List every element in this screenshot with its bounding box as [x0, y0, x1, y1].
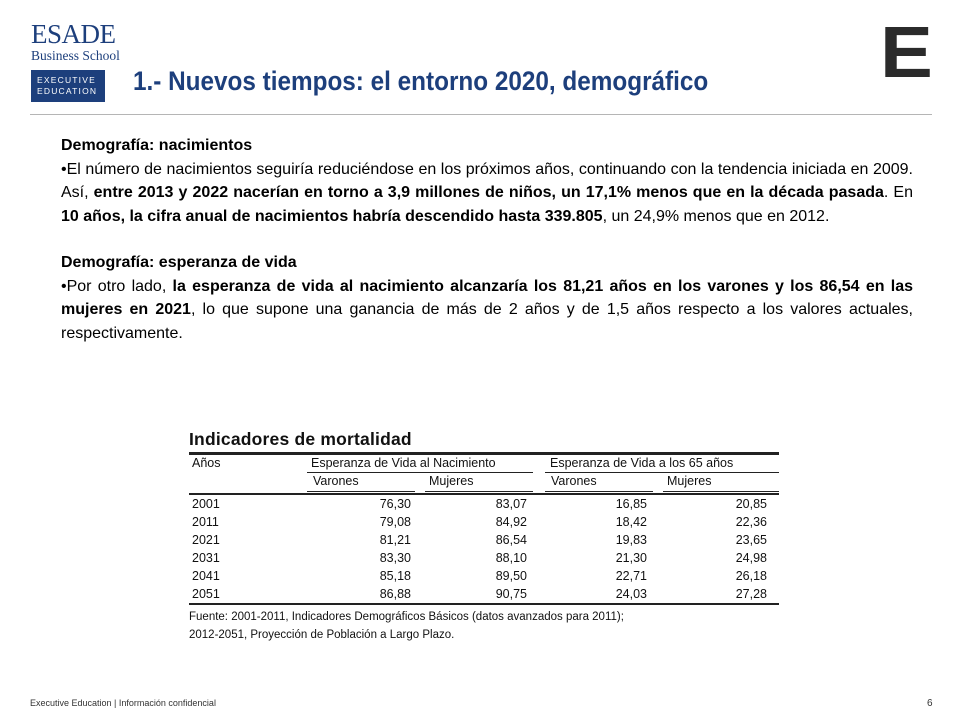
- footer-confidential: Executive Education | Información confidencial: [30, 698, 216, 708]
- table-cell: 86,54: [495, 532, 527, 547]
- table-cell: 16,85: [615, 496, 647, 511]
- table-cell: 18,42: [615, 514, 647, 529]
- table-cell: 19,83: [615, 532, 647, 547]
- table-row: [189, 495, 779, 513]
- row-year: 2031: [192, 550, 220, 565]
- table-row: [189, 585, 779, 603]
- table-row: [189, 549, 779, 567]
- table-cell: 22,36: [735, 514, 767, 529]
- text-segment: •El número de nacimientos seguiría reduciéndose en los próximos años, continuando con la tendencia iniciada en 2009. Así,: [61, 160, 913, 201]
- table-cell: 88,10: [495, 550, 527, 565]
- mortality-table: [189, 426, 779, 644]
- page-number: 6: [927, 698, 933, 709]
- text-segment: •Por otro lado,: [61, 277, 173, 295]
- corner-letter: E: [880, 13, 933, 93]
- esade-logo: [31, 19, 120, 102]
- table-row: [189, 513, 779, 531]
- section-heading-life-expectancy: Demografía: esperanza de vida: [61, 254, 297, 271]
- badge-line-2: EDUCATION: [37, 86, 98, 96]
- slide-body: [61, 134, 913, 345]
- bold-segment: la esperanza de vida al nacimiento alcanzaría los 81,21 años en los varones y los 86,54 en las mujeres en 2021: [61, 277, 913, 318]
- section-heading-births: Demografía: nacimientos: [61, 137, 253, 154]
- row-year: 2001: [192, 496, 220, 511]
- header-sub: Mujeres: [429, 474, 474, 488]
- table-cell: 83,07: [495, 496, 527, 511]
- table-cell: 81,21: [379, 532, 411, 547]
- table-group-header: [189, 455, 779, 472]
- paragraph-life-expectancy: [61, 275, 913, 346]
- header-sub: Varones: [551, 474, 597, 488]
- table-cell: 26,18: [735, 568, 767, 583]
- row-year: 2041: [192, 568, 220, 583]
- header-group-65: Esperanza de Vida a los 65 años: [550, 456, 734, 470]
- table-cell: 86,88: [379, 586, 411, 601]
- bold-segment: 10 años, la cifra anual de nacimientos habría descendido hasta 339.805: [61, 207, 603, 225]
- table-cell: 22,71: [615, 568, 647, 583]
- logo-business-school: Business School: [31, 48, 120, 63]
- row-year: 2011: [192, 514, 219, 529]
- table-cell: 21,30: [615, 550, 647, 565]
- paragraph-births: [61, 158, 913, 229]
- table-title: Indicadores de mortalidad: [189, 429, 412, 449]
- slide-title: 1.- Nuevos tiempos: el entorno 2020, demográfico: [133, 66, 709, 96]
- table-cell: 23,65: [735, 532, 767, 547]
- table-cell: 79,08: [379, 514, 411, 529]
- text-segment: . En: [883, 184, 913, 201]
- table-row: [189, 531, 779, 549]
- table-sub-header: [189, 473, 779, 491]
- title-divider: [30, 114, 932, 115]
- text-segment: , lo que supone una ganancia de más de 2 años y de 1,5 años respecto a los valores actuales, respectivamente.: [61, 301, 913, 342]
- table-cell: 84,92: [495, 514, 527, 529]
- header-sub: Mujeres: [667, 474, 712, 488]
- table-cell: 24,03: [615, 586, 647, 601]
- header-sub: Varones: [313, 474, 359, 488]
- table-cell: 27,28: [735, 586, 767, 601]
- row-year: 2051: [192, 586, 220, 601]
- table-cell: 83,30: [379, 550, 411, 565]
- header-years: Años: [192, 456, 221, 470]
- table-cell: 90,75: [495, 586, 527, 601]
- row-year: 2021: [192, 532, 220, 547]
- text-segment: , un 24,9% menos que en 2012.: [602, 207, 830, 225]
- executive-education-badge: [31, 70, 105, 102]
- table-cell: 85,18: [379, 568, 411, 583]
- source-line: 2012-2051, Proyección de Población a Largo Plazo.: [189, 628, 455, 641]
- table-cell: 20,85: [735, 496, 767, 511]
- table-source: [189, 608, 779, 644]
- table-cell: 24,98: [735, 550, 767, 565]
- badge-line-1: EXECUTIVE: [37, 75, 96, 85]
- bold-segment: entre 2013 y 2022 nacerían en torno a 3,9 millones de niños, un 17,1% menos que en la década pasada: [93, 184, 884, 201]
- table-cell: 76,30: [379, 496, 411, 511]
- source-line: Fuente: 2001-2011, Indicadores Demográficos Básicos (datos avanzados para 2011);: [189, 610, 624, 623]
- table-row: [189, 567, 779, 585]
- header-group-birth: Esperanza de Vida al Nacimiento: [311, 456, 496, 470]
- table-body: [189, 495, 779, 603]
- logo-wordmark: ESADE: [31, 19, 116, 49]
- table-cell: 89,50: [495, 568, 527, 583]
